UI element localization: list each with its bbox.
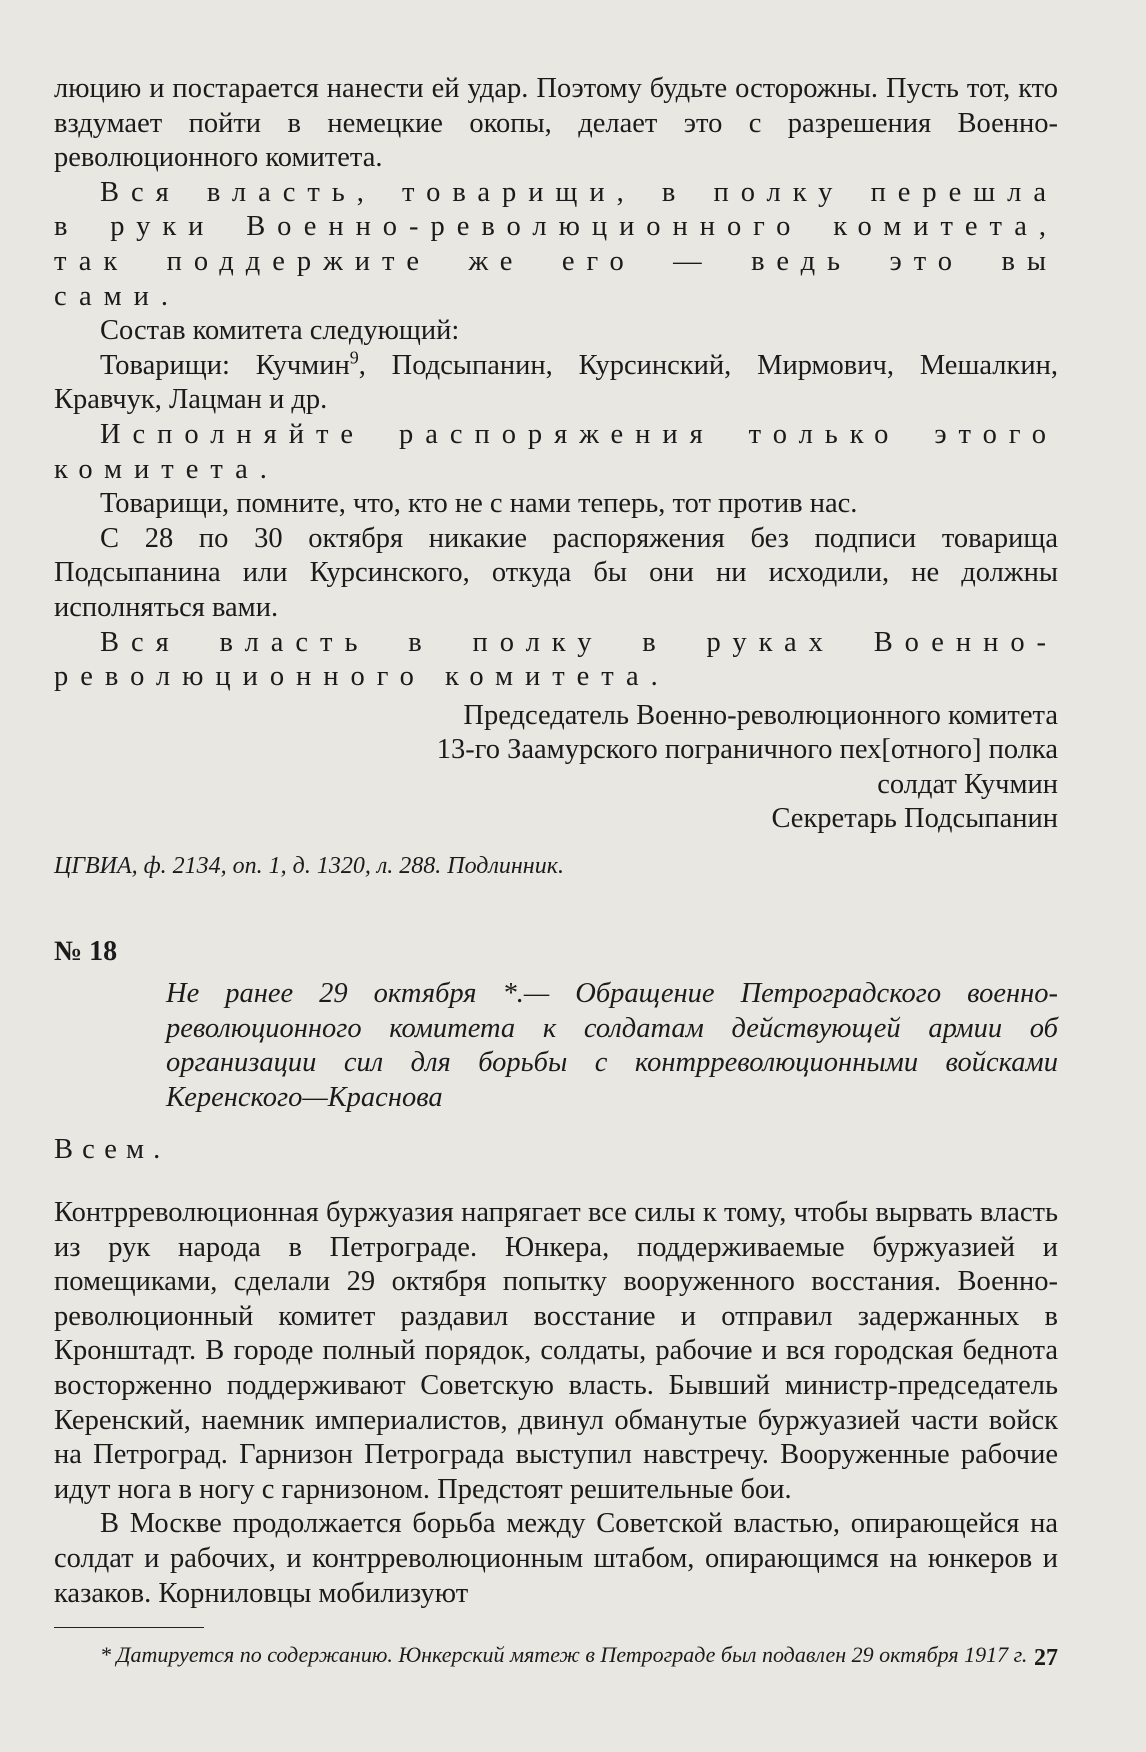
doc17-paragraph-6: Товарищи, помните, что, кто не с нами теперь, тот против нас. xyxy=(100,488,858,520)
doc18-footnote: * Датируется по содержанию. Юнкерский мятеж в Петрограде был подавлен 29 октября 1917 г. xyxy=(100,1642,1028,1668)
doc17-paragraph-5: Исполняйте распоряжения только этого комитета. xyxy=(54,418,1058,485)
doc18-title: Не ранее 29 октября *.— Обращение Петроградского военно-революционного комитета к солдатам действующей армии об организации сил для борьбы с контрреволюционными войсками Керенского—Краснова xyxy=(166,978,1058,1113)
doc17-paragraph-8: Вся власть в полку в руках Военно-революционного комитета. xyxy=(54,626,1058,693)
doc18-addressee: Всем. xyxy=(54,1134,170,1166)
doc17-paragraph-4-end: , Подсыпанин, Курсинский, Мирмович, Мешалкин, Кравчук, Лацман и др. xyxy=(54,349,1058,416)
doc17-archive-source: ЦГВИА, ф. 2134, оп. 1, д. 1320, л. 288. Подлинник. xyxy=(54,853,564,880)
page-content xyxy=(54,72,1058,1670)
doc17-paragraph-1: люцию и постарается нанести ей удар. Поэтому будьте осторожны. Пусть тот, кто вздумает пойти в немецкие окопы, делает это с разрешения Военно-революционного комитета. xyxy=(54,73,1058,174)
page-number: 27 xyxy=(1034,1645,1058,1671)
signature-line-soldier: солдат Кучмин xyxy=(877,768,1058,800)
doc18-paragraph-2: В Москве продолжается борьба между Советской властью, опирающейся на солдат и рабочих, и контрреволюционным штабом, опирающимся на юнкеров и казаков. Корниловцы мобилизуют xyxy=(54,1508,1058,1609)
signature-line-regiment: 13-го Заамурского пограничного пех[отного] полка xyxy=(436,734,1058,766)
doc17-paragraph-3: Состав комитета следующий: xyxy=(100,315,460,347)
doc17-paragraph-4-start: Товарищи: Кучмин xyxy=(100,349,350,381)
footnote-separator xyxy=(54,1627,204,1628)
signature-line-chairman: Председатель Военно-революционного комитета xyxy=(463,699,1058,731)
doc17-paragraph-4 xyxy=(54,349,1058,418)
doc17-paragraph-7: С 28 по 30 октября никакие распоряжения без подписи товарища Подсыпанина или Курсинского, откуда бы они ни исходили, не должны исполняться вами. xyxy=(54,522,1058,623)
doc17-paragraph-2: Вся власть, товарищи, в полку перешла в руки Военно-революционного комитета, так поддержите же его — ведь это вы сами. xyxy=(54,176,1058,312)
doc18-number: № 18 xyxy=(54,936,118,968)
doc18-paragraph-1: Контрреволюционная буржуазия напрягает все силы к тому, чтобы вырвать власть из рук народа в Петрограде. Юнкера, поддерживаемые буржуазией и помещиками, сделали 29 октября попытку вооруженного восстания. Военно-революционный комитет раздавил восстание и отправил задержанных в Кронштадт. В городе полный порядок, солдаты, рабочие и вся городская беднота восторженно поддерживают Советскую власть. Бывший министр-председатель Керенский, наемник империалистов, двинул обманутые буржуазией части войск на Петроград. Гарнизон Петрограда выступил навстречу. Вооруженные рабочие идут нога в ногу с гарнизоном. Предстоят решительные бои. xyxy=(54,1197,1058,1505)
signature-line-secretary: Секретарь Подсыпанин xyxy=(771,803,1058,835)
doc17-signature-block xyxy=(54,699,1058,837)
footnote-reference-9: 9 xyxy=(349,347,359,368)
